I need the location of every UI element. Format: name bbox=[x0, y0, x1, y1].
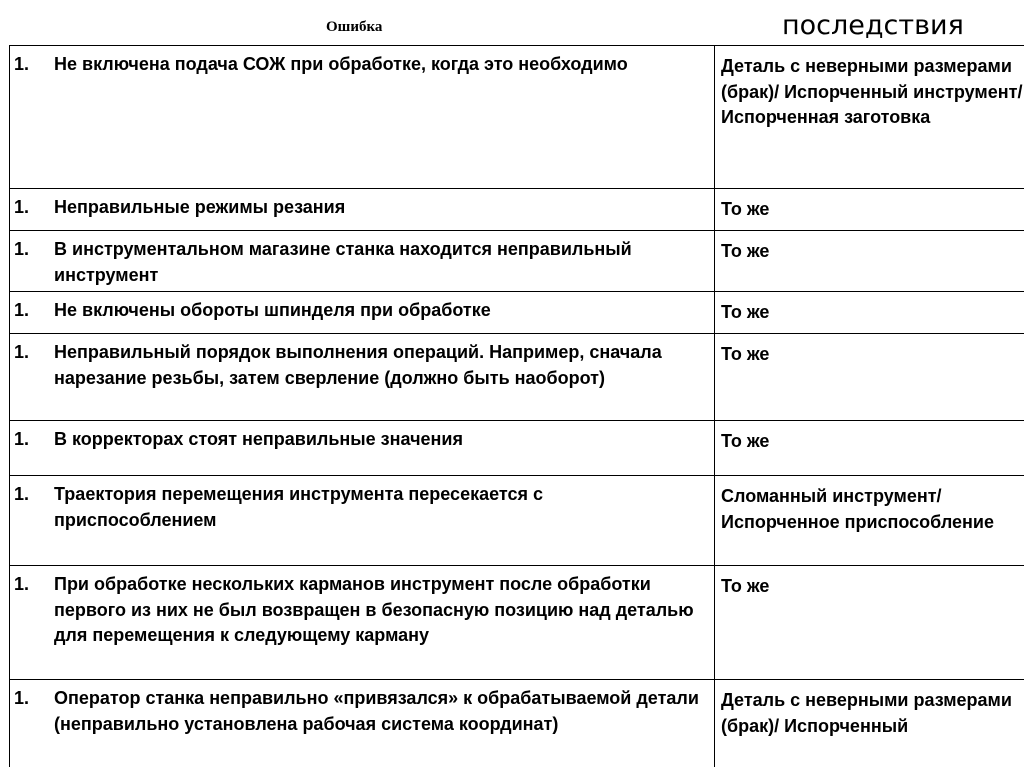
errors-table bbox=[9, 45, 1024, 767]
consequence-cell bbox=[715, 421, 1024, 476]
table-row bbox=[10, 476, 1024, 566]
table-row bbox=[10, 680, 1024, 767]
row-number: 1. bbox=[14, 54, 30, 74]
table-row bbox=[10, 189, 1024, 231]
table-row bbox=[10, 46, 1024, 189]
error-text: Оператор станка неправильно «привязался» к обрабатываемой детали (неправильно установлена рабочая система координат) bbox=[54, 688, 699, 734]
error-text: Неправильный порядок выполнения операций. Например, сначала нарезание резьбы, затем сверление (должно быть наоборот) bbox=[54, 342, 662, 388]
consequence-text: То же bbox=[721, 302, 770, 322]
error-text: Траектория перемещения инструмента пересекается с приспособлением bbox=[54, 484, 543, 530]
error-text: В корректорах стоят неправильные значения bbox=[54, 429, 463, 449]
consequence-text: То же bbox=[721, 576, 770, 596]
header-error: Ошибка bbox=[326, 19, 383, 35]
row-number: 1. bbox=[14, 688, 30, 708]
consequence-cell bbox=[715, 476, 1024, 566]
error-cell bbox=[10, 292, 715, 334]
error-text: В инструментальном магазине станка находится неправильный инструмент bbox=[54, 239, 632, 285]
error-cell bbox=[10, 189, 715, 231]
error-cell bbox=[10, 334, 715, 421]
consequence-cell bbox=[715, 231, 1024, 292]
row-number: 1. bbox=[14, 574, 30, 594]
row-number: 1. bbox=[14, 300, 30, 320]
table-row bbox=[10, 421, 1024, 476]
row-number: 1. bbox=[14, 429, 30, 449]
row-number: 1. bbox=[14, 342, 30, 362]
error-text: Неправильные режимы резания bbox=[54, 197, 346, 217]
consequence-text: То же bbox=[721, 344, 770, 364]
row-number: 1. bbox=[14, 197, 30, 217]
consequence-text: Деталь с неверными размерами (брак)/ Испорченный bbox=[721, 690, 1012, 736]
consequence-text: Деталь с неверными размерами (брак)/ Испорченный инструмент/ Испорченная заготовка bbox=[721, 56, 1023, 127]
table-row bbox=[10, 334, 1024, 421]
error-cell bbox=[10, 566, 715, 680]
consequence-cell bbox=[715, 566, 1024, 680]
consequence-cell bbox=[715, 292, 1024, 334]
consequence-text: Сломанный инструмент/Испорченное приспособление bbox=[721, 486, 994, 532]
table-row bbox=[10, 292, 1024, 334]
consequence-text: То же bbox=[721, 241, 770, 261]
row-number: 1. bbox=[14, 239, 30, 259]
consequence-text: То же bbox=[721, 431, 770, 451]
consequence-cell bbox=[715, 680, 1024, 767]
consequence-cell bbox=[715, 189, 1024, 231]
error-cell bbox=[10, 46, 715, 189]
error-text: Не включена подача СОЖ при обработке, когда это необходимо bbox=[54, 54, 628, 74]
consequence-text: То же bbox=[721, 199, 770, 219]
error-cell bbox=[10, 421, 715, 476]
error-text: При обработке нескольких карманов инструмент после обработки первого из них не был возвращен в безопасную позицию над деталью для перемещения к следующему карману bbox=[54, 574, 694, 645]
error-cell bbox=[10, 231, 715, 292]
row-number: 1. bbox=[14, 484, 30, 504]
consequence-cell bbox=[715, 334, 1024, 421]
header-consequences: последствия bbox=[782, 10, 964, 41]
error-cell bbox=[10, 680, 715, 767]
table-row bbox=[10, 231, 1024, 292]
error-text: Не включены обороты шпинделя при обработке bbox=[54, 300, 491, 320]
consequence-cell bbox=[715, 46, 1024, 189]
error-cell bbox=[10, 476, 715, 566]
table-row bbox=[10, 566, 1024, 680]
